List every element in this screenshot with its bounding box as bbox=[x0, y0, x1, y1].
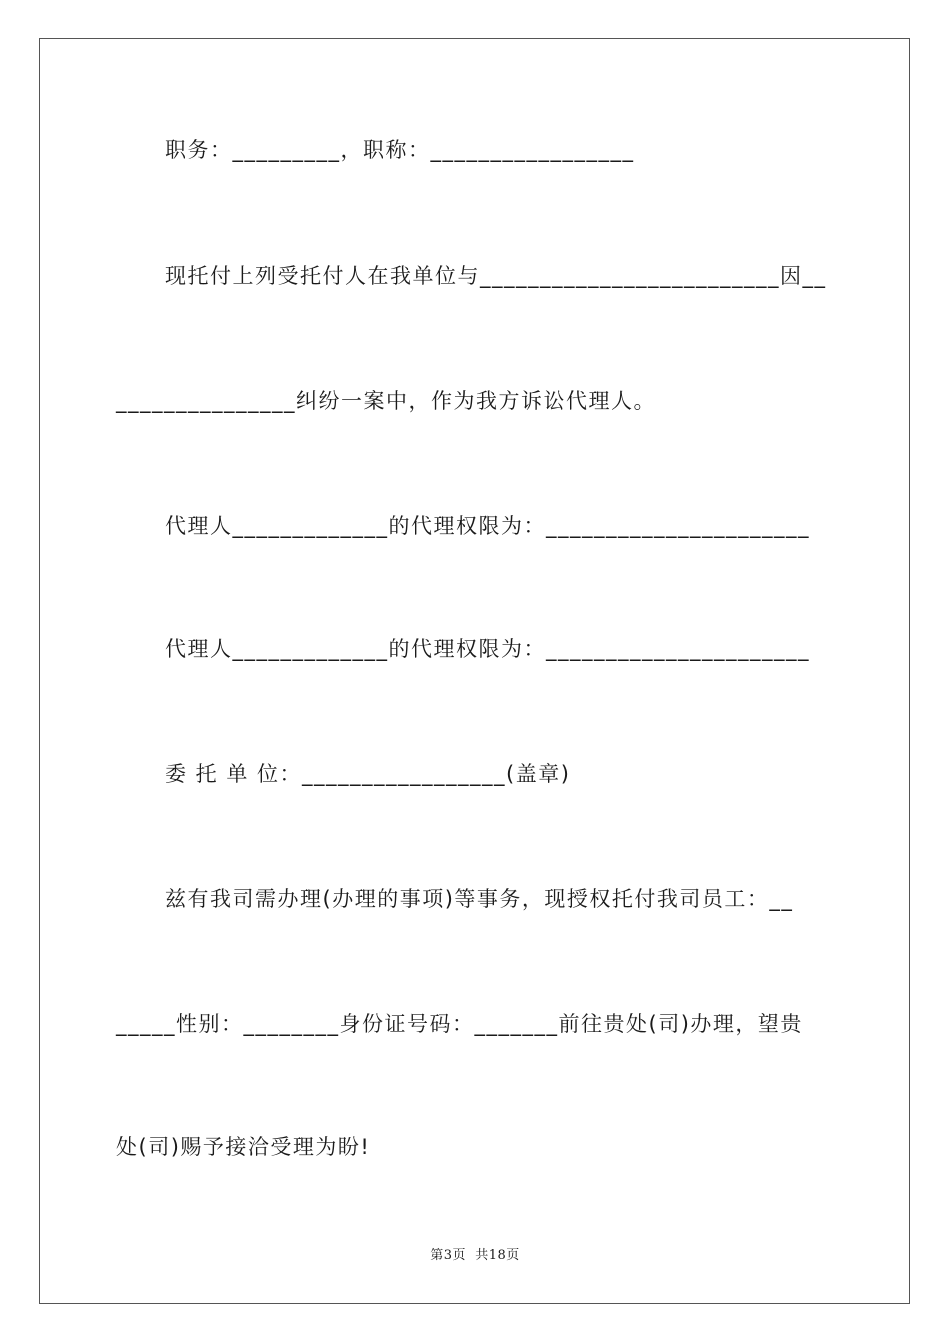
line-agent-authority-1: 代理人_____________的代理权限为：______________________ bbox=[165, 514, 810, 538]
line-entrusting-unit: 委 托 单 位：_________________(盖章) bbox=[165, 762, 571, 786]
line-employee-details: _____性别：________身份证号码：_______前往贵处(司)办理，望贵 bbox=[116, 1012, 803, 1036]
line-agent-authority-2: 代理人_____________的代理权限为：______________________ bbox=[165, 637, 810, 661]
page-border bbox=[39, 38, 910, 1304]
page-number-footer: 第3页 共18页 bbox=[430, 1248, 520, 1263]
line-entrust-statement: 现托付上列受托付人在我单位与_________________________因__ bbox=[165, 264, 827, 288]
line-closing-request: 处(司)赐予接洽受理为盼! bbox=[116, 1135, 371, 1159]
line-dispute-case: _______________纠纷一案中，作为我方诉讼代理人。 bbox=[116, 389, 656, 413]
line-position-title: 职务：_________，职称：_________________ bbox=[165, 138, 635, 162]
line-authorization-intro: 兹有我司需办理(办理的事项)等事务，现授权托付我司员工：__ bbox=[165, 887, 794, 911]
